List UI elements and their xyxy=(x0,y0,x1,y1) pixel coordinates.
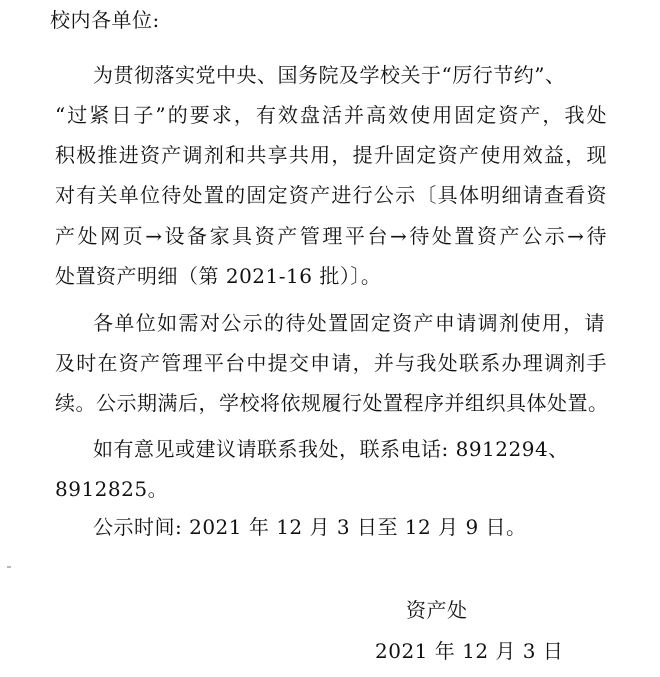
paragraph-line: 为贯彻落实党中央、国务院及学校关于“厉行节约”、 xyxy=(93,63,566,87)
paragraph-line: 对有关单位待处置的固定资产进行公示〔具体明细请查看资 xyxy=(55,183,607,207)
margin-marker xyxy=(7,566,11,568)
signature-department: 资产处 xyxy=(406,598,468,622)
signature-date: 2021 年 12 月 3 日 xyxy=(375,639,564,663)
paragraph-line: “过紧日子”的要求，有效盘活并高效使用固定资产，我处 xyxy=(55,103,607,127)
paragraph-line: 积极推进资产调剂和共享共用，提升固定资产使用效益，现 xyxy=(55,143,607,167)
paragraph-line: 续。公示期满后，学校将依规履行处置程序并组织具体处置。 xyxy=(55,391,609,415)
paragraph-line: 及时在资产管理平台中提交申请，并与我处联系办理调剂手 xyxy=(55,351,607,375)
paragraph-line: 处置资产明细（第 2021-16 批）〕。 xyxy=(55,264,382,288)
paragraph-line: 产处网页→设备家具资产管理平台→待处置资产公示→待 xyxy=(55,224,607,248)
paragraph-line: 各单位如需对公示的待处置固定资产申请调剂使用，请 xyxy=(93,311,605,335)
paragraph-line: 8912825。 xyxy=(55,477,169,501)
paragraph-line: 如有意见或建议请联系我处，联系电话: 8912294、 xyxy=(93,437,569,461)
notice-time: 公示时间: 2021 年 12 月 3 日至 12 月 9 日。 xyxy=(93,515,527,539)
salutation: 校内各单位: xyxy=(50,8,160,32)
